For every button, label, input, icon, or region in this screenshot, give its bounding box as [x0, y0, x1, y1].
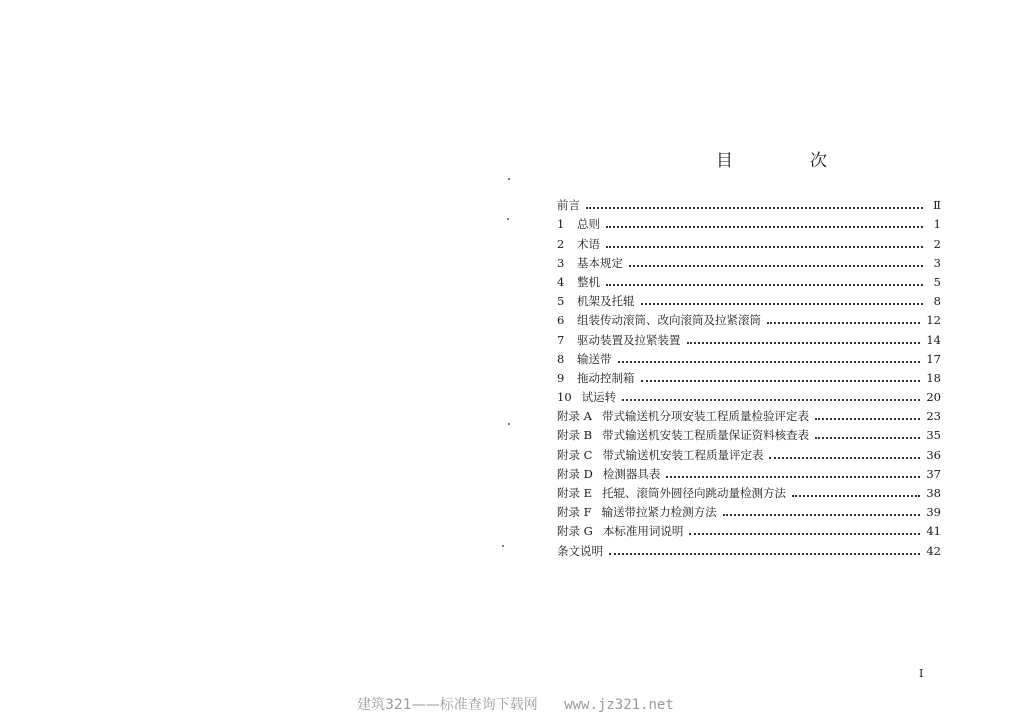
toc-entry [557, 462, 941, 481]
toc-entry-number: 附录 G [557, 524, 593, 539]
toc-entry-page: 2 [933, 236, 941, 251]
toc-entry-number: 4 [557, 274, 565, 289]
toc-leader-dots [586, 207, 923, 209]
toc-entry [557, 500, 941, 519]
toc-leader-dots [606, 246, 923, 248]
toc-entry-page: 35 [926, 428, 941, 443]
toc-entry-number: 附录 C [557, 447, 593, 462]
toc-entry-number: 附录 B [557, 428, 593, 443]
toc-title: 目 次 [716, 151, 857, 171]
toc-entry-page: 41 [926, 524, 941, 539]
toc-entry [557, 423, 941, 442]
scan-speck [502, 545, 504, 547]
toc-entry-page: 42 [926, 543, 941, 558]
toc-entry-number: 6 [557, 313, 565, 328]
toc-entry [557, 327, 941, 346]
toc-entry-number: 附录 F [557, 505, 592, 520]
toc-entry-title: 带式输送机安装工程质量保证资料核查表 [602, 428, 810, 443]
toc-leader-dots [689, 533, 920, 535]
toc-entry-page: 37 [926, 466, 941, 481]
toc-entry-title: 拖动控制箱 [577, 370, 635, 385]
toc-leader-dots [606, 226, 923, 228]
toc-entry-title: 机架及托辊 [577, 294, 635, 309]
toc-entry [557, 251, 941, 270]
watermark-text: 建筑321——标准查询下载网 [357, 697, 538, 713]
toc-entry [557, 385, 941, 404]
toc-entry [557, 193, 941, 212]
toc-entry-number: 附录 A [557, 409, 592, 424]
toc-entry-page: 36 [926, 447, 941, 462]
toc-entry-page: 20 [926, 390, 941, 405]
toc-leader-dots [687, 342, 921, 344]
toc-entry [557, 308, 941, 327]
toc-entry-number: 8 [557, 351, 565, 366]
toc-entry-page: 23 [926, 409, 941, 424]
toc-entry-title: 基本规定 [577, 255, 623, 270]
toc-entry-number: 附录 D [557, 466, 593, 481]
toc-entry [557, 366, 941, 385]
toc-entry-number: 7 [557, 332, 565, 347]
toc-entry-page: 5 [933, 274, 941, 289]
toc-entry [557, 519, 941, 538]
toc-entry-title: 术语 [577, 236, 600, 251]
scan-speck [508, 423, 510, 425]
toc-entry-title: 组装传动滚筒、改向滚筒及拉紧滚筒 [577, 313, 761, 328]
toc-entry-page: Ⅱ [933, 198, 941, 213]
toc-entry-title: 输送带拉紧力检测方法 [601, 505, 717, 520]
toc-entry-page: 8 [933, 294, 941, 309]
toc-entry-number: 附录 E [557, 486, 593, 500]
toc-entry [557, 231, 941, 250]
toc-entry-page: 1 [933, 217, 941, 232]
toc-leader-dots [792, 495, 920, 497]
toc-leader-dots [609, 553, 920, 555]
toc-entry-title: 带式输送机分项安装工程质量检验评定表 [601, 409, 809, 424]
toc-leader-dots [606, 284, 923, 286]
toc-entry [557, 442, 941, 461]
toc-entry [557, 404, 941, 423]
scan-speck [508, 178, 510, 180]
toc-entry-title: 检测器具表 [602, 466, 661, 481]
watermark-url: www.jz321.net [564, 697, 674, 713]
toc-entry-title: 整机 [577, 274, 600, 289]
toc-leader-dots [769, 457, 920, 459]
toc-entry-number: 2 [557, 236, 565, 251]
toc-leader-dots [641, 303, 924, 305]
toc-entry-title: 带式输送机安装工程质量评定表 [602, 447, 764, 462]
toc-entry [557, 347, 941, 366]
toc-entry-page: 12 [926, 313, 941, 328]
toc-entry [557, 270, 941, 289]
toc-entry-title: 托辊、滚筒外圆径向跳动量检测方法 [602, 486, 787, 500]
toc-leader-dots [723, 514, 921, 516]
toc-entry-number: 10 [557, 390, 572, 405]
toc-entry-page: 3 [933, 255, 941, 270]
toc-entry-number: 3 [557, 255, 565, 270]
toc-entry-number: 1 [557, 217, 565, 232]
toc-leader-dots [767, 322, 920, 324]
toc-entry-page: 17 [926, 351, 941, 366]
toc-entry-title: 前言 [557, 198, 580, 213]
toc-entry [557, 212, 941, 231]
toc-entry-title: 本标准用词说明 [602, 524, 684, 539]
toc-entry-page: 14 [926, 332, 941, 347]
toc-entry-title: 试运转 [581, 390, 617, 405]
toc-leader-dots [618, 361, 921, 363]
page-number: I [919, 667, 924, 680]
toc-entry [557, 481, 941, 500]
table-of-contents [557, 193, 941, 558]
toc-entry-title: 驱动装置及拉紧装置 [577, 332, 681, 347]
toc-leader-dots [641, 380, 921, 382]
toc-entry-number: 5 [557, 294, 565, 309]
toc-entry [557, 538, 941, 557]
toc-entry-number: 9 [557, 370, 565, 385]
toc-entry-page: 38 [926, 486, 941, 500]
toc-leader-dots [629, 265, 923, 267]
toc-entry-page: 39 [926, 505, 941, 520]
scan-speck [507, 218, 509, 220]
toc-leader-dots [622, 399, 920, 401]
toc-entry-title: 条文说明 [557, 543, 603, 558]
toc-entry-title: 总则 [577, 217, 600, 232]
watermark [357, 694, 674, 714]
toc-entry-title: 输送带 [577, 351, 612, 366]
toc-entry [557, 289, 941, 308]
toc-leader-dots [815, 418, 920, 420]
toc-entry-page: 18 [926, 370, 941, 385]
toc-leader-dots [666, 476, 920, 478]
toc-leader-dots [815, 437, 920, 439]
